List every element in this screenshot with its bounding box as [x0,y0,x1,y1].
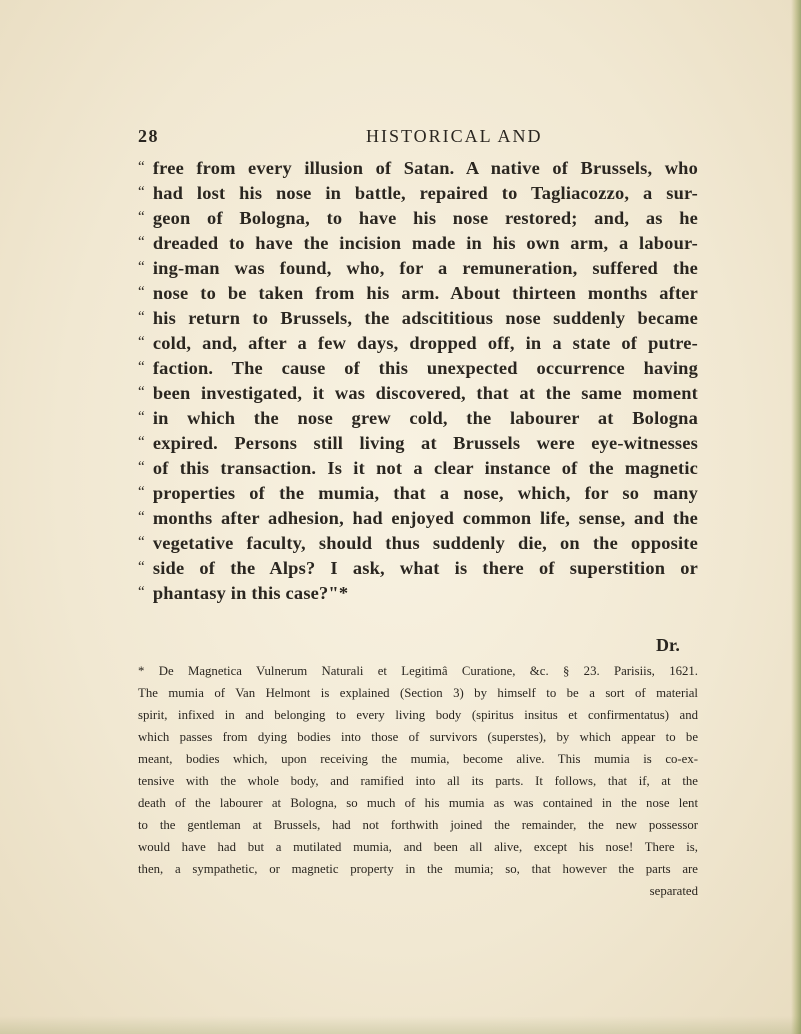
footnote-line: would have had but a mutilated mumia, and been all alive, except his nose! There is, [138,840,698,854]
page-edge-shading [791,0,801,1034]
quote-mark: “ [138,334,145,350]
catchword: Dr. [656,635,680,655]
text-line: “ dreaded to have the incision made in his own arm, a labour- [138,233,698,253]
text-line: “ nose to be taken from his arm. About thirteen months after [138,283,698,303]
text-line: “ vegetative faculty, should thus suddenly die, on the opposite [138,533,698,553]
quote-mark: “ [138,159,145,175]
quote-mark: “ [138,384,145,400]
page-bottom-shading [0,1016,801,1034]
quote-mark: “ [138,559,145,575]
text-line: “ side of the Alps? I ask, what is there of superstition or [138,558,698,578]
quote-mark: “ [138,534,145,550]
text-line: “ cold, and, after a few days, dropped off, in a state of putre- [138,333,698,353]
quote-mark: “ [138,234,145,250]
quote-mark: “ [138,434,145,450]
quote-mark: “ [138,484,145,500]
footnote-line: separated [649,884,698,898]
page-header [138,126,698,150]
page-number: 28 [138,126,159,146]
quote-mark: “ [138,459,145,475]
footnote-line: * De Magnetica Vulnerum Naturali et Legitimâ Curatione, &c. § 23. Parisiis, 1621. [138,664,698,678]
text-line: “ in which the nose grew cold, the labourer at Bologna [138,408,698,428]
text-line: “ months after adhesion, had enjoyed common life, sense, and the [138,508,698,528]
running-head: HISTORICAL AND [366,126,543,146]
footnote-line: death of the labourer at Bologna, so much of his mumia as was contained in the nose lent [138,796,698,810]
text-line: “ phantasy in this case?"* [138,583,349,603]
footnote-line: tensive with the whole body, and ramified into all its parts. It follows, that if, at the [138,774,698,788]
quote-mark: “ [138,409,145,425]
footnote-line: then, a sympathetic, or magnetic property in the mumia; so, that however the parts are [138,862,698,876]
text-line: “ of this transaction. Is it not a clear instance of the magnetic [138,458,698,478]
quote-mark: “ [138,309,145,325]
text-line: “ faction. The cause of this unexpected occurrence having [138,358,698,378]
quote-mark: “ [138,359,145,375]
quote-mark: “ [138,184,145,200]
footnote-line: spirit, infixed in and belonging to every living body (spiritus insitus et confirmentatus) and [138,708,698,722]
quote-mark: “ [138,284,145,300]
footnote-line: to the gentleman at Brussels, had not forthwith joined the remainder, the new possessor [138,818,698,832]
text-line: “ been investigated, it was discovered, that at the same moment [138,383,698,403]
quote-mark: “ [138,509,145,525]
footnote-line: The mumia of Van Helmont is explained (Section 3) by himself to be a sort of material [138,686,698,700]
quote-mark: “ [138,584,145,600]
text-line: “ free from every illusion of Satan. A native of Brussels, who [138,158,698,178]
text-line: “ had lost his nose in battle, repaired to Tagliacozzo, a sur- [138,183,698,203]
footnote-line: which passes from dying bodies into those of survivors (superstes), by which appear to be [138,730,698,744]
text-line: “ properties of the mumia, that a nose, which, for so many [138,483,698,503]
quote-mark: “ [138,209,145,225]
body-text [138,156,698,606]
footnote [138,660,698,902]
quote-mark: “ [138,259,145,275]
text-line: “ geon of Bologna, to have his nose restored; and, as he [138,208,698,228]
text-line: “ ing-man was found, who, for a remuneration, suffered the [138,258,698,278]
footnote-line: meant, bodies which, upon receiving the mumia, become alive. This mumia is co-ex- [138,752,698,766]
text-line: “ his return to Brussels, the adscititious nose suddenly became [138,308,698,328]
text-line: “ expired. Persons still living at Brussels were eye-witnesses [138,433,698,453]
